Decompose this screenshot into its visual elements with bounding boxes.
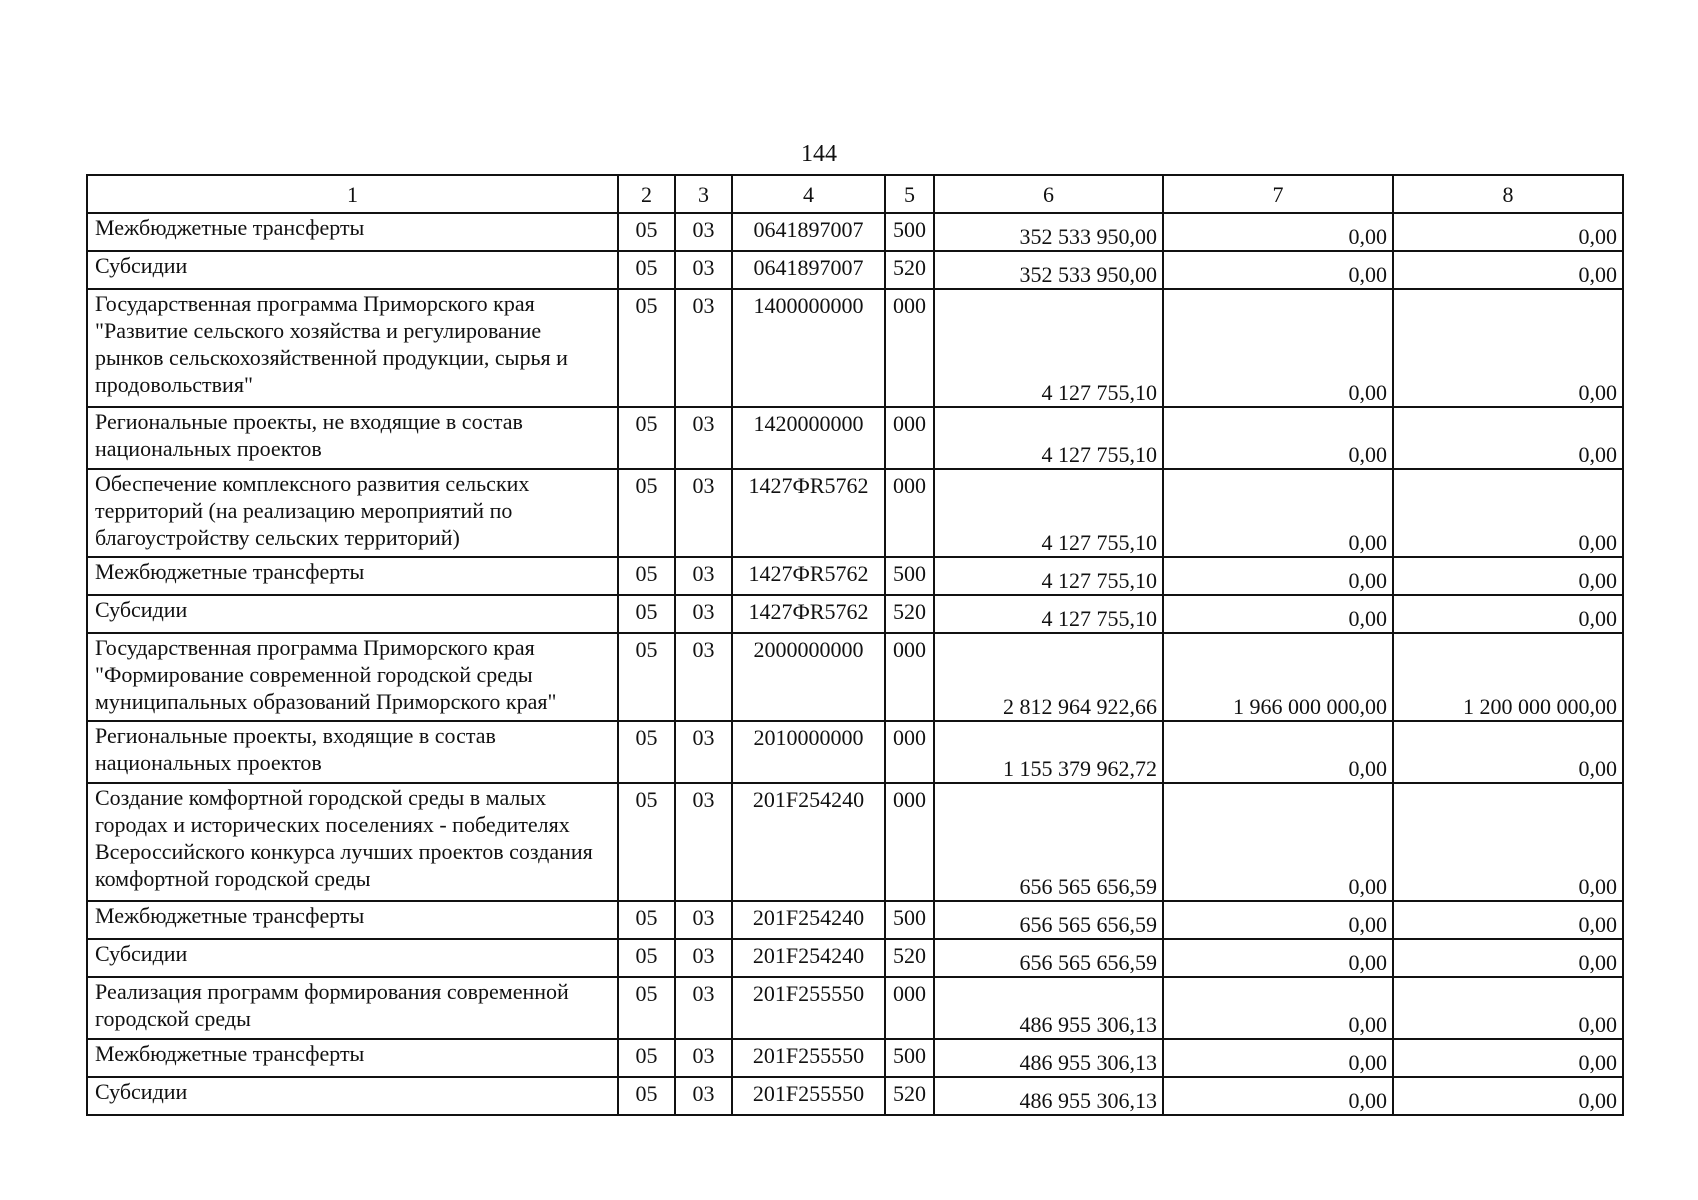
amount-col-6: 486 955 306,13 (934, 1039, 1163, 1077)
table-row (87, 213, 1623, 251)
amount-col-6: 352 533 950,00 (934, 213, 1163, 251)
amount-col-8: 1 200 000 000,00 (1393, 633, 1623, 721)
amount-col-6: 2 812 964 922,66 (934, 633, 1163, 721)
item-name: Государственная программа Приморского края "Развитие сельского хозяйства и регулирование рынков сельскохозяйственной продукции, сырья и продовольствия" (87, 289, 618, 407)
section-code: 05 (618, 469, 675, 557)
target-code: 1420000000 (732, 407, 885, 469)
amount-col-8: 0,00 (1393, 721, 1623, 783)
item-name: Субсидии (87, 595, 618, 633)
expense-type-code: 500 (885, 901, 934, 939)
amount-col-7: 0,00 (1163, 251, 1393, 289)
amount-col-6: 656 565 656,59 (934, 901, 1163, 939)
amount-col-7: 0,00 (1163, 1039, 1393, 1077)
amount-col-6: 486 955 306,13 (934, 977, 1163, 1039)
header-row (87, 175, 1623, 213)
item-name: Реализация программ формирования современной городской среды (87, 977, 618, 1039)
amount-col-6: 1 155 379 962,72 (934, 721, 1163, 783)
item-name: Обеспечение комплексного развития сельских территорий (на реализацию мероприятий по благоустройству сельских территорий) (87, 469, 618, 557)
amount-col-7: 1 966 000 000,00 (1163, 633, 1393, 721)
subsection-code: 03 (675, 633, 732, 721)
section-code: 05 (618, 1039, 675, 1077)
target-code: 1427ФR5762 (732, 469, 885, 557)
target-code: 1400000000 (732, 289, 885, 407)
section-code: 05 (618, 595, 675, 633)
subsection-code: 03 (675, 901, 732, 939)
item-name: Создание комфортной городской среды в малых городах и исторических поселениях - победителях Всероссийского конкурса лучших проектов создания комфортной городской среды (87, 783, 618, 901)
target-code: 201F255550 (732, 1039, 885, 1077)
item-name: Межбюджетные трансферты (87, 901, 618, 939)
section-code: 05 (618, 251, 675, 289)
target-code: 1427ФR5762 (732, 557, 885, 595)
amount-col-7: 0,00 (1163, 939, 1393, 977)
section-code: 05 (618, 977, 675, 1039)
column-header: 6 (934, 175, 1163, 213)
amount-col-7: 0,00 (1163, 407, 1393, 469)
section-code: 05 (618, 407, 675, 469)
expense-type-code: 500 (885, 1039, 934, 1077)
target-code: 0641897007 (732, 251, 885, 289)
subsection-code: 03 (675, 595, 732, 633)
expense-type-code: 500 (885, 213, 934, 251)
column-header: 8 (1393, 175, 1623, 213)
subsection-code: 03 (675, 407, 732, 469)
subsection-code: 03 (675, 469, 732, 557)
amount-col-7: 0,00 (1163, 1077, 1393, 1115)
item-name: Государственная программа Приморского края "Формирование современной городской среды муниципальных образований Приморского края" (87, 633, 618, 721)
subsection-code: 03 (675, 1077, 732, 1115)
table-row (87, 595, 1623, 633)
amount-col-7: 0,00 (1163, 977, 1393, 1039)
amount-col-8: 0,00 (1393, 595, 1623, 633)
table-row (87, 1077, 1623, 1115)
target-code: 201F254240 (732, 783, 885, 901)
column-header: 3 (675, 175, 732, 213)
item-name: Межбюджетные трансферты (87, 213, 618, 251)
amount-col-6: 4 127 755,10 (934, 557, 1163, 595)
page-number-text: 144 (801, 141, 837, 167)
expense-type-code: 000 (885, 407, 934, 469)
amount-col-8: 0,00 (1393, 251, 1623, 289)
amount-col-6: 4 127 755,10 (934, 407, 1163, 469)
expense-type-code: 520 (885, 939, 934, 977)
amount-col-7: 0,00 (1163, 289, 1393, 407)
amount-col-8: 0,00 (1393, 939, 1623, 977)
expense-type-code: 520 (885, 1077, 934, 1115)
target-code: 2010000000 (732, 721, 885, 783)
amount-col-8: 0,00 (1393, 213, 1623, 251)
expense-type-code: 520 (885, 595, 934, 633)
section-code: 05 (618, 721, 675, 783)
table-row (87, 901, 1623, 939)
table-row (87, 633, 1623, 721)
amount-col-8: 0,00 (1393, 407, 1623, 469)
amount-col-8: 0,00 (1393, 1039, 1623, 1077)
subsection-code: 03 (675, 721, 732, 783)
amount-col-8: 0,00 (1393, 469, 1623, 557)
amount-col-7: 0,00 (1163, 469, 1393, 557)
table-row (87, 1039, 1623, 1077)
item-name: Региональные проекты, входящие в состав национальных проектов (87, 721, 618, 783)
section-code: 05 (618, 1077, 675, 1115)
subsection-code: 03 (675, 557, 732, 595)
amount-col-6: 486 955 306,13 (934, 1077, 1163, 1115)
column-header: 5 (885, 175, 934, 213)
subsection-code: 03 (675, 213, 732, 251)
amount-col-6: 656 565 656,59 (934, 939, 1163, 977)
amount-col-7: 0,00 (1163, 213, 1393, 251)
target-code: 201F255550 (732, 977, 885, 1039)
column-header: 1 (87, 175, 618, 213)
target-code: 0641897007 (732, 213, 885, 251)
section-code: 05 (618, 939, 675, 977)
subsection-code: 03 (675, 977, 732, 1039)
target-code: 201F255550 (732, 1077, 885, 1115)
expense-type-code: 000 (885, 289, 934, 407)
table-row (87, 721, 1623, 783)
item-name: Субсидии (87, 1077, 618, 1115)
expense-type-code: 520 (885, 251, 934, 289)
subsection-code: 03 (675, 251, 732, 289)
subsection-code: 03 (675, 289, 732, 407)
section-code: 05 (618, 289, 675, 407)
amount-col-6: 656 565 656,59 (934, 783, 1163, 901)
item-name: Межбюджетные трансферты (87, 1039, 618, 1077)
amount-col-8: 0,00 (1393, 1077, 1623, 1115)
section-code: 05 (618, 213, 675, 251)
table-row (87, 407, 1623, 469)
target-code: 201F254240 (732, 939, 885, 977)
subsection-code: 03 (675, 1039, 732, 1077)
section-code: 05 (618, 557, 675, 595)
table-row (87, 469, 1623, 557)
expense-type-code: 000 (885, 469, 934, 557)
subsection-code: 03 (675, 783, 732, 901)
subsection-code: 03 (675, 939, 732, 977)
column-header: 7 (1163, 175, 1393, 213)
amount-col-7: 0,00 (1163, 901, 1393, 939)
target-code: 1427ФR5762 (732, 595, 885, 633)
item-name: Межбюджетные трансферты (87, 557, 618, 595)
amount-col-6: 4 127 755,10 (934, 469, 1163, 557)
expense-type-code: 500 (885, 557, 934, 595)
section-code: 05 (618, 633, 675, 721)
amount-col-6: 4 127 755,10 (934, 595, 1163, 633)
column-header: 4 (732, 175, 885, 213)
amount-col-8: 0,00 (1393, 901, 1623, 939)
amount-col-8: 0,00 (1393, 557, 1623, 595)
amount-col-6: 4 127 755,10 (934, 289, 1163, 407)
amount-col-7: 0,00 (1163, 557, 1393, 595)
table-row (87, 557, 1623, 595)
amount-col-8: 0,00 (1393, 783, 1623, 901)
expense-type-code: 000 (885, 783, 934, 901)
expense-type-code: 000 (885, 633, 934, 721)
amount-col-8: 0,00 (1393, 977, 1623, 1039)
item-name: Субсидии (87, 939, 618, 977)
table-row (87, 251, 1623, 289)
table-row (87, 783, 1623, 901)
expense-type-code: 000 (885, 977, 934, 1039)
section-code: 05 (618, 783, 675, 901)
item-name: Региональные проекты, не входящие в состав национальных проектов (87, 407, 618, 469)
target-code: 2000000000 (732, 633, 885, 721)
budget-table (86, 174, 1624, 1116)
amount-col-8: 0,00 (1393, 289, 1623, 407)
table-row (87, 939, 1623, 977)
column-header: 2 (618, 175, 675, 213)
page-number (0, 140, 1698, 168)
amount-col-7: 0,00 (1163, 595, 1393, 633)
amount-col-7: 0,00 (1163, 721, 1393, 783)
target-code: 201F254240 (732, 901, 885, 939)
section-code: 05 (618, 901, 675, 939)
expense-type-code: 000 (885, 721, 934, 783)
item-name: Субсидии (87, 251, 618, 289)
table-row (87, 289, 1623, 407)
table-row (87, 977, 1623, 1039)
amount-col-6: 352 533 950,00 (934, 251, 1163, 289)
amount-col-7: 0,00 (1163, 783, 1393, 901)
